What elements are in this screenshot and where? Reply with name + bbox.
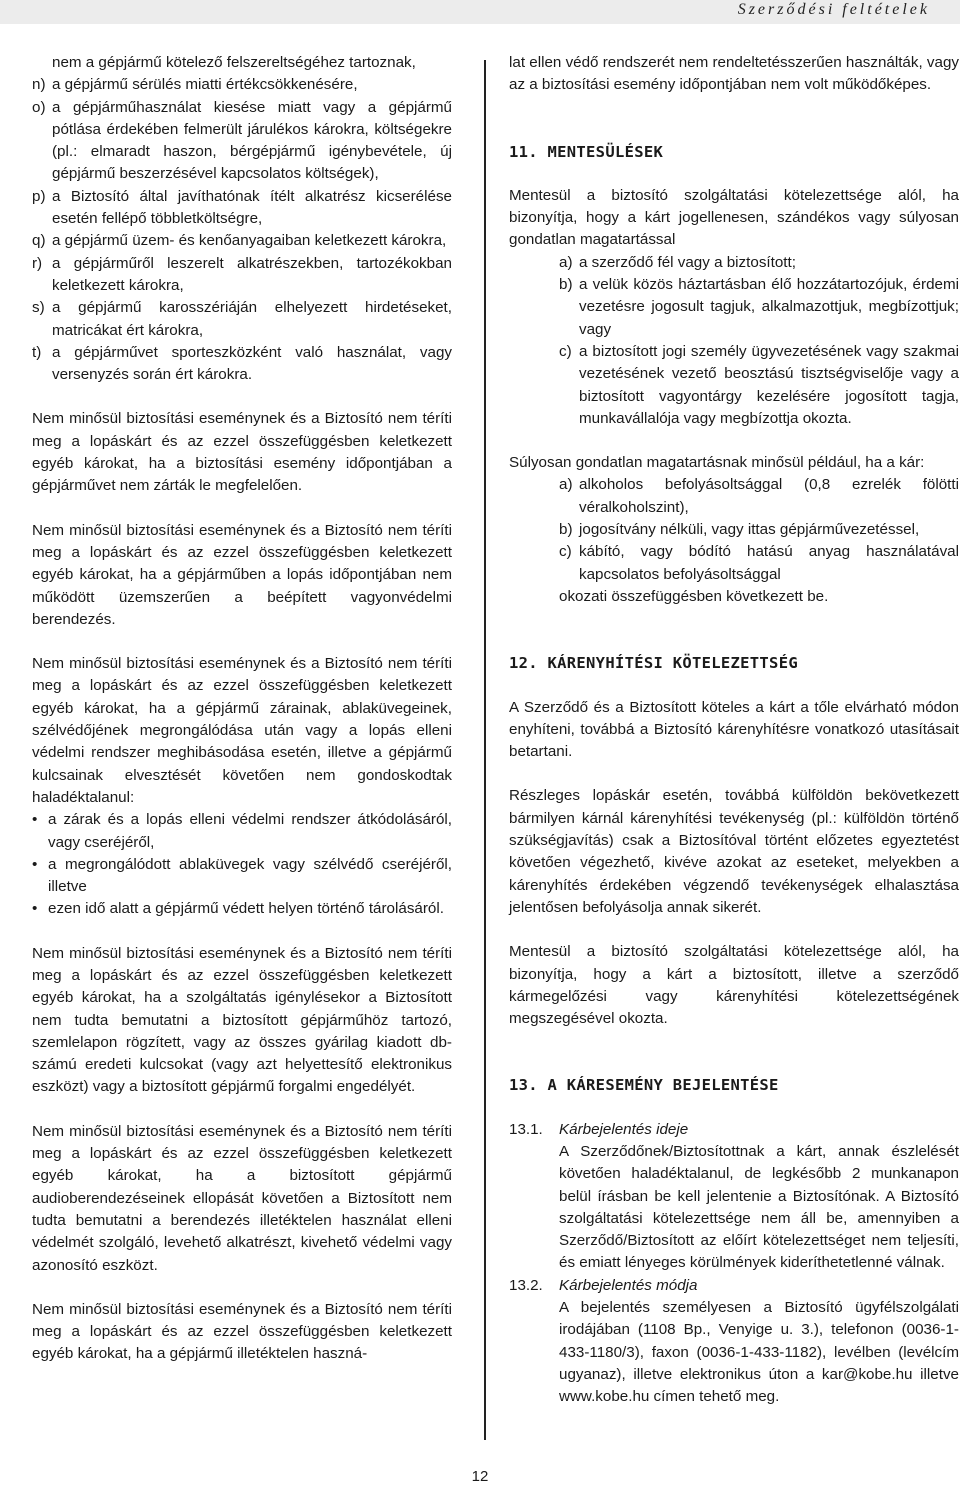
bullet-text: a megrongálódott ablaküvegek vagy szélvédő cseréjéről, illetve [48, 855, 452, 896]
bullet-icon: • [32, 811, 38, 829]
paragraph-6: Nem minősül biztosítási eseménynek és a Biztosító nem téríti meg a lopáskárt és az ezzel összefüggésben keletkezett egyéb károkat, ha a gépjármű illetéktelen haszná- [32, 1300, 452, 1363]
list-item [559, 474, 959, 519]
right-column [509, 52, 959, 1409]
list-item-label: c) [559, 342, 572, 360]
list-item-label: t) [32, 343, 42, 361]
list-item-label: p) [32, 187, 46, 205]
list-item-text: a szerződő fél vagy a biztosított; [579, 253, 796, 271]
list-item-label: n) [32, 76, 46, 94]
list-item-text: alkoholos befolyásoltsággal (0,8 ezrelék fölötti véralkoholszint), [579, 476, 959, 516]
section-12-paragraph-c: Mentesül a biztosító szolgáltatási kötelezettsége alól, ha bizonyítja, hogy a kárt a biztosított, illetve a szerződő kármegelőzési vagy kárenyhítési kötelezettségének megszegésével okozta. [509, 943, 959, 1028]
bullet-text: a zárak és a lopás elleni védelmi rendszer átkódolásáról, vagy cseréjéről, [48, 811, 452, 851]
exclusion-item [32, 342, 452, 387]
column-divider [484, 60, 486, 1440]
exclusion-item [32, 186, 452, 231]
section-12-paragraph-b: Részleges lopáskár esetén, továbbá külföldön bekövetkezett bármilyen kárnál kárenyhítési tevékenység (pl.: külföldön történő szükségjavítás) csak a Biztosítóval történt előzetes egyeztetést követően végezhető, kivéve azokat az eseteket, melyekben a kárenyhítés érdekében végzendő tevékenységek elhalasztása jelentősen befolyásolja annak sikerét. [509, 787, 959, 916]
exclusion-item [32, 230, 452, 252]
list-item [559, 519, 959, 541]
list-item-text: a velük közös háztartásban élő hozzátartozójuk, érdemi vezetésre jogosult tagjuk, alkalmazottjuk, megbízottjuk; vagy [579, 276, 959, 338]
list-item-label: q) [32, 232, 46, 250]
exclusion-item [32, 74, 452, 96]
bullet-text: ezen idő alatt a gépjármű védett helyen történő tárolásáról. [48, 900, 444, 918]
list-item-label: s) [32, 299, 45, 317]
page-number: 12 [471, 1468, 489, 1485]
list-item-text: a gépjármű sérülés miatti értékcsökkenésére, [52, 76, 358, 94]
paragraph-4: Nem minősül biztosítási eseménynek és a Biztosító nem téríti meg a lopáskárt és az ezzel összefüggésben keletkezett egyéb károkat, ha a szolgáltatás igénylésekor a Biztosított nem tudta bemutatni a biztosított gépjárműhöz tartozó, szemlelapon rögzített, vagy az összes gyárilag kiadott db-számú eredeti kulcsokat (vagy azt helyettesítő elektronikus eszközt) vagy a biztosított gépjármű forgalmi engedélyét. [32, 944, 452, 1096]
list-item-text: a biztosított jogi személy ügyvezetésének vagy szakmai vezetésének vezető beosztású tisztségviselője vagy a biztosított vagyontárgy kezelésére jogosított tagja, munkavállalója vagy megbízottja okozta. [579, 342, 959, 427]
list-item [559, 541, 959, 586]
bullet-item [32, 854, 452, 899]
list-item-label: b) [559, 276, 573, 294]
section-11-paragraph-b: Súlyosan gondatlan magatartásnak minősül például, ha a kár: [509, 454, 925, 472]
list-item-text: a Biztosító által javíthatónak ítélt alkatrész kicserélése esetén fellépő többletköltségre, [52, 187, 452, 228]
continuation-paragraph: lat ellen védő rendszerét nem rendeltetésszerűen használták, vagy az a biztosítási esemény időpontjában nem volt működőképes. [509, 54, 959, 94]
section-12-paragraph-a: A Szerződő és a Biztosított köteles a kárt a tőle elvárható módon enyhíteni, továbbá a Biztosító kárenyhítésre vonatkozó utasításait betartani. [509, 698, 959, 761]
list-item [559, 274, 959, 341]
paragraph-1: Nem minősül biztosítási eseménynek és a Biztosító nem téríti meg a lopáskárt és az ezzel összefüggésben keletkezett egyéb károkat, ha a biztosítási esemény időpontjában a gépjárművet nem zárták le megfelelően. [32, 410, 452, 495]
exclusion-list [32, 74, 452, 386]
list-item-text: a gépjármű karosszériáján elhelyezett hirdetéseket, matricákat ért károkra, [52, 299, 452, 339]
subsection-13-1-number: 13.1. [509, 1120, 543, 1138]
subsection-13-1-body: A Szerződőnek/Biztosítottnak a kárt, annak észlelését követően haladéktalanul, de legkésőbb 2 munkanapon belül írásban be kell jelentenie a Biztosítónak. A Biztosító szolgáltatási kötelezettsége nem áll be, amennyiben a Szerződő/Biztosított az előírt kötelezettséget nem teljesíti, és emiatt lényeges körülmények kideríthetetlenné válnak. [559, 1142, 959, 1272]
exclusion-item [32, 297, 452, 342]
section-11-list [509, 252, 959, 430]
paragraph-2: Nem minősül biztosítási eseménynek és a Biztosító nem téríti meg a lopáskárt és az ezzel összefüggésben keletkezett egyéb károkat, ha a gépjárműben a lopás időpontjában nem működött üzemszerűen a beépített vagyonvédelmi berendezés. [32, 521, 452, 628]
list-item-label: c) [559, 543, 572, 561]
bullet-item [32, 809, 452, 854]
section-11-list-b [509, 474, 959, 585]
left-column [32, 52, 452, 1366]
header-bar [0, 0, 960, 24]
section-12-heading: 12. KÁRENYHÍTÉSI KÖTELEZETTSÉG [509, 654, 798, 673]
list-item-text: kábító, vagy bódító hatású anyag használatával kapcsolatos befolyásoltsággal [579, 543, 959, 583]
list-item-label: r) [32, 254, 43, 272]
paragraph-5: Nem minősül biztosítási eseménynek és a Biztosító nem téríti meg a lopáskárt és az ezzel összefüggésben keletkezett egyéb károkat, ha a biztosított gépjármű audioberendezéseinek ellopását követően a Biztosított nem tudta bemutatni a berendezés illetéktelen használat elleni védelmét szolgáló, levehető alkatrészt, kivehető védelmi vagy azonosító eszközt. [32, 1122, 452, 1274]
running-header-title: Szerződési feltételek [737, 1, 930, 18]
bullet-icon: • [32, 855, 38, 873]
list-item [559, 341, 959, 430]
list-item-label: a) [559, 476, 573, 494]
list-item-text: a gépjármű üzem- és kenőanyagaiban keletkezett károkra, [52, 232, 447, 250]
list-item-text: a gépjárműről leszerelt alkatrészekben, tartozékokban keletkezett károkra, [52, 254, 452, 294]
list-item-text: a gépjárművet sporteszközként való használat, vagy versenyzés során ért károkra. [52, 343, 452, 384]
list-item [559, 252, 959, 274]
bullet-icon: • [32, 900, 38, 918]
section-11-paragraph: Mentesül a biztosító szolgáltatási kötelezettsége alól, ha bizonyítja, hogy a kárt jogellenesen, szándékos vagy súlyosan gondatlan magatartással [509, 186, 959, 249]
section-11-heading: 11. MENTESÜLÉSEK [509, 142, 664, 161]
subsection-13-1-title: Kárbejelentés ideje [559, 1120, 689, 1138]
subsection-13-2-title: Kárbejelentés módja [559, 1276, 698, 1294]
list-item-label: a) [559, 253, 573, 271]
paragraph-3: Nem minősül biztosítási eseménynek és a Biztosító nem téríti meg a lopáskárt és az ezzel összefüggésben keletkezett egyéb károkat, ha a gépjármű zárainak, ablaküvegeinek, szélvédőjének megrongálódása után vagy a lopás elleni védelmi rendszer meghibásodása esetén, illetve a gépjármű kulcsainak elvesztését követően nem gondoskodtak haladéktalanul: [32, 655, 452, 806]
exclusion-item [32, 97, 452, 186]
list-item-text: a gépjárműhasználat kiesése miatt vagy a gépjármű pótlása érdekében felmerült járulékos károkra, költségekre (pl.: elmaradt haszon, bérgépjármű igénybevétele, új gépjármű beszerzésével kapcsolatos költségek), [52, 98, 452, 183]
bullet-list [32, 809, 452, 920]
list-item-text: jogosítvány nélküli, vagy ittas gépjárművezetéssel, [579, 521, 920, 539]
list-item-label: o) [32, 98, 46, 116]
subsection-13-2-header [509, 1275, 959, 1297]
section-13-heading: 13. A KÁRESEMÉNY BEJELENTÉSE [509, 1076, 779, 1095]
intro-continuation: nem a gépjármű kötelező felszereltségéhez tartoznak, [52, 54, 416, 71]
bullet-item [32, 898, 452, 920]
section-11-paragraph-c: okozati összefüggésben következett be. [559, 587, 829, 605]
subsection-13-2-body: A bejelentés személyesen a Biztosító ügyfélszolgálati irodájában (1108 Bp., Venyige u. 3.), telefonon (0036-1-433-1180/3), faxon (0036-1-433-1182), levélben (levélcím ugyanaz), illetve elektronikus úton a kar@kobe.hu illetve www.kobe.hu címen tehető meg. [559, 1299, 959, 1406]
list-item-label: b) [559, 521, 573, 539]
subsection-13-1-header [509, 1119, 959, 1141]
subsection-13-2-number: 13.2. [509, 1276, 543, 1294]
exclusion-item [32, 253, 452, 298]
